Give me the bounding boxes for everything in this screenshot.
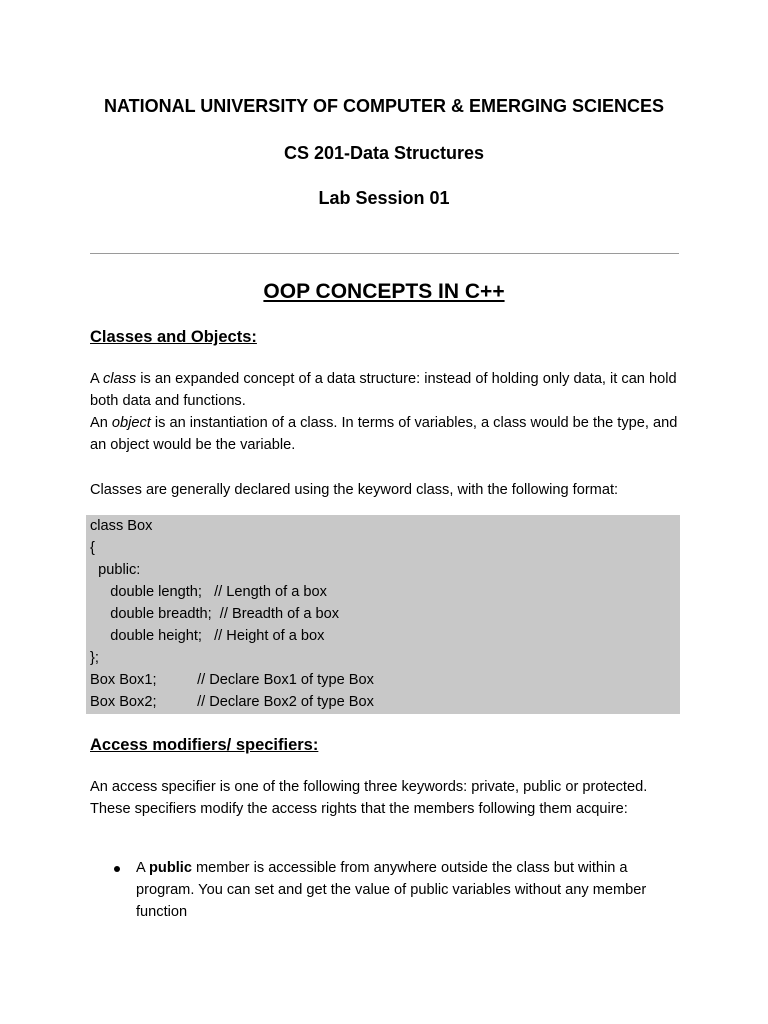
code-line: public: xyxy=(90,562,141,578)
object-definition-text: An object is an instantiation of a class. In terms of variables, a class would be the type, and an object would be the variable. xyxy=(90,415,678,453)
class-definition-text: A class is an expanded concept of a data structure: instead of holding only data, it can hold both data and functions. xyxy=(90,371,677,409)
class-term: class xyxy=(102,371,137,387)
bullet-icon xyxy=(114,866,120,872)
code-line: Box Box1; // Declare Box1 of type Box xyxy=(90,672,374,688)
classes-intro-paragraph xyxy=(90,368,690,456)
code-block xyxy=(86,515,680,714)
public-keyword: public xyxy=(148,860,192,876)
access-section-heading: Access modifiers/ specifiers: xyxy=(90,736,319,754)
code-line: double length; // Length of a box xyxy=(90,584,327,600)
code-line: double height; // Height of a box xyxy=(90,628,325,644)
classes-section-heading: Classes and Objects: xyxy=(90,328,257,346)
university-title: NATIONAL UNIVERSITY OF COMPUTER & EMERGING SCIENCES xyxy=(103,96,665,116)
code-line: Box Box2; // Declare Box2 of type Box xyxy=(90,694,374,710)
session-title: Lab Session 01 xyxy=(318,188,450,208)
access-bullet-list xyxy=(114,857,684,923)
list-item: A public member is accessible from anywhere outside the class but within a program. You can set and get the value of public variables without any member function xyxy=(114,857,684,923)
code-line: }; xyxy=(90,650,99,666)
code-line: double breadth; // Breadth of a box xyxy=(90,606,340,622)
object-term: object xyxy=(111,415,151,431)
main-heading: OOP CONCEPTS IN C++ xyxy=(263,280,505,303)
code-line: class Box xyxy=(90,518,153,534)
header-divider xyxy=(90,253,679,254)
declaration-intro-text: Classes are generally declared using the keyword class, with the following format: xyxy=(90,482,619,498)
code-line: { xyxy=(90,540,95,556)
access-intro-paragraph: An access specifier is one of the following three keywords: private, public or protected. These specifiers modify the access rights that the members following them acquire: xyxy=(90,779,648,817)
course-title: CS 201-Data Structures xyxy=(283,143,485,163)
